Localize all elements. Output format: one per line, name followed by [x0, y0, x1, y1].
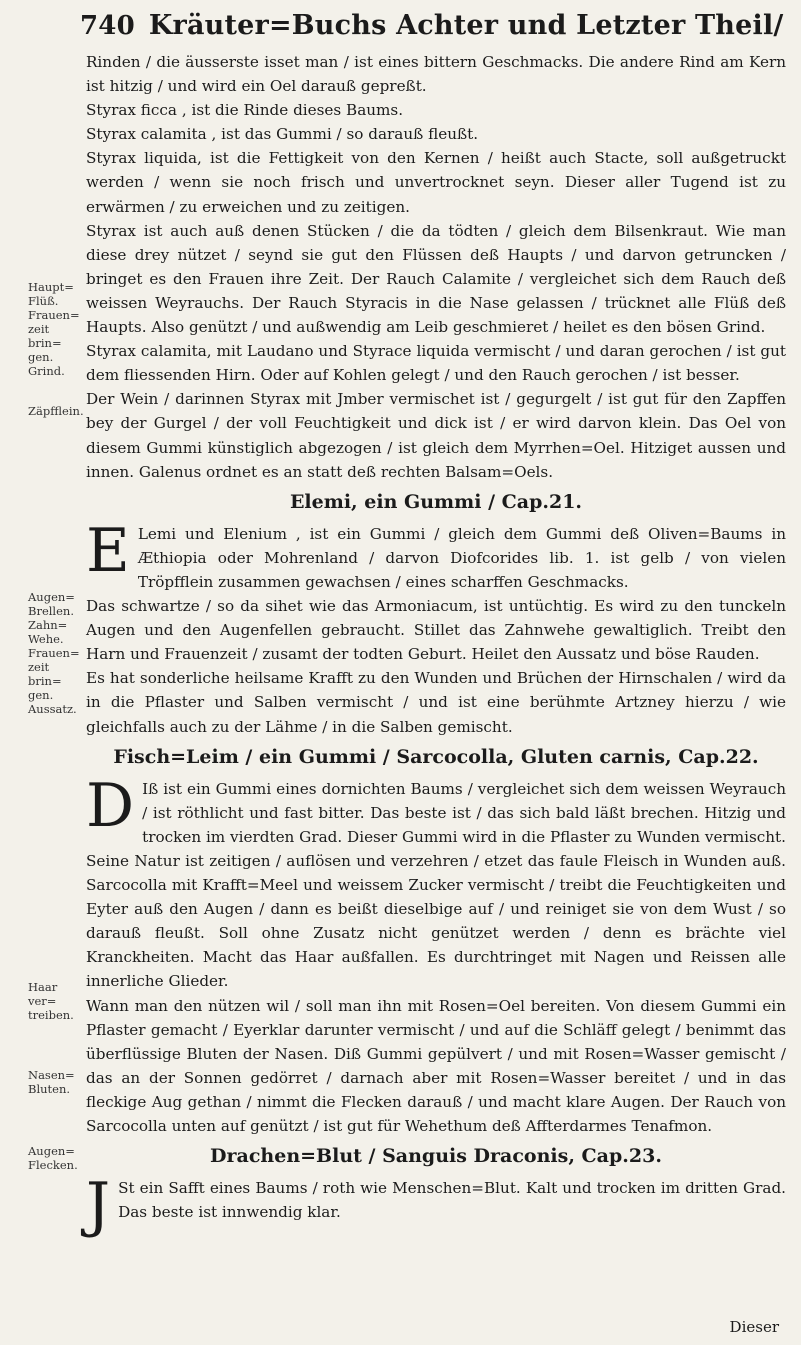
drop-cap: J: [86, 1170, 111, 1241]
paragraph: Der Wein / darinnen Styrax mit Jmber vermischet ist / gegurgelt / ist gut für den Zapffen bey der Gurgel / der voll Feuchtigkeit und dick ist / er wird darvon klein. Das Oel von diesem Gummi künstiglich abgezogen / ist gleich dem Myrrhen=Oel. Hitziget aussen und innen. Galenus ordnet es an statt deß rechten Balsam=Oels.: [86, 390, 786, 481]
paragraph: Styrax calamita , ist das Gummi / so darauß fleußt.: [86, 125, 479, 144]
paragraph: E Lemi und Elenium , ist ein Gummi / gleich dem Gummi deß Oliven=Baums in Æthiopia oder Mohrenland / darvon Diofcorides lib. 1. ist gelb / von vielen Tröpfflein zusammen gewachsen / eines scharffen Geschmacks.: [86, 515, 786, 591]
chapter-heading-dragons-blood: Drachen=Blut / Sanguis Draconis, Cap.23.: [210, 1145, 662, 1168]
paragraph: Styrax ist auch auß denen Stücken / die da tödten / gleich dem Bilsenkraut. Wie man diese drey nützet / seynd sie gut den Flüssen deß Haupts / und darvon getruncken / bringet es den Frauen ihre Zeit. Der Rauch Calamite / vergleichet sich dem Rauch deß weissen Weyrauchs. Der Rauch Styracis in die Nase gelassen / trücknet alle Flüß deß Haupts. Also genützt / und außwendig am Leib geschmieret / heilet es den bösen Grind.: [86, 221, 786, 337]
paragraph: Wann man den nützen wil / soll man ihn mit Rosen=Oel bereiten. Von diesem Gummi ein Pflaster gemacht / Eyerklar darunter vermischt / und auf die Schläff gelegt / benimmt das überflüssige Bluten der Nasen. Diß Gummi gepülvert / und mit Rosen=Wasser gemischt / das an der Sonnen gedörret / darnach aber mit Rosen=Wasser bereitet / und in das fleckige Aug gethan / nimmt die Flecken darauß / und macht klare Augen. Der Rauch von Sarcocolla unten auf genützt / ist gut für Wehethum deß Affterdarmes Tenafmon.: [86, 996, 786, 1136]
margin-note-uvula: Zäpfflein.: [28, 404, 84, 418]
paragraph: Es hat sonderliche heilsame Krafft zu den Wunden und Brüchen der Hirnschalen / wird da in die Pflaster und Salben vermischt / und ist eine berühmte Artzney hierzu / wie gleichfalls auch zu der Lähme / in die Salben gemischt.: [86, 669, 786, 736]
paragraph: Styrax ficca , ist die Rinde dieses Baums.: [86, 101, 404, 120]
margin-note-hair: Haar ver= treiben.: [28, 980, 74, 1022]
margin-note-eye-spots: Augen= Flecken.: [28, 1144, 78, 1172]
running-header: [80, 10, 784, 41]
body-text: [86, 50, 786, 1241]
paragraph: D Iß ist ein Gummi eines dornichten Baums / vergleichet sich dem weissen Weyrauch / ist röthlicht und fast bitter. Das beste ist / das sich bald läßt brechen. Hitzig und trocken im vierdten Grad. Dieser Gummi wird in die Pflaster zu Wunden vermischt. Seine Natur ist zeitigen / auflösen und verzehren / etzet das faule Fleisch in Wunden auß. Sarcocolla mit Krafft=Meel und weissem Zucker vermischt / treibt die Feuchtigkeiten und Eyter auß den Augen / dann es beißt dieselbige auf / und reiniget sie von dem Wust / so darauß fleußt. Soll ohne Zusatz nicht genützet werden / denn es brächte viel Kranckheiten. Macht das Haar außfallen. Es durchtringet mit Nagen und Reissen alle innerliche Glieder.: [86, 770, 786, 991]
drop-cap: D: [86, 770, 135, 841]
margin-note-eyes: Augen= Brellen. Zahn= Wehe. Frauen= zeit brin= gen. Aussatz.: [28, 590, 80, 716]
paragraph: Styrax calamita, mit Laudano und Styrace liquida vermischt / und daran gerochen / ist gut dem fliessenden Hirn. Oder auf Kohlen gelegt / und den Rauch gerochen / ist besser.: [86, 342, 786, 385]
chapter-heading-elemi: Elemi, ein Gummi / Cap.21.: [289, 490, 583, 513]
paragraph: J St ein Safft eines Baums / roth wie Menschen=Blut. Kalt und trocken im dritten Grad. Das beste ist innwendig klar.: [86, 1170, 786, 1241]
margin-note-head-flux: Haupt= Flüß. Frauen= zeit brin= gen. Grind.: [28, 280, 80, 378]
paragraph: Das schwartze / so da sihet wie das Armoniacum, ist untüchtig. Es wird zu den tunckeln Augen und den Augenfellen gebraucht. Stillet das Zahnwehe gewaltiglich. Treibt den Harn und Frauenzeit / zusamt der todten Geburt. Heilet den Aussatz und böse Rauden.: [86, 597, 786, 664]
running-title: Kräuter=Buchs Achter und Letzter Theil/: [148, 10, 784, 41]
chapter-heading-sarcocolla: Fisch=Leim / ein Gummi / Sarcocolla, Gluten carnis, Cap.22.: [113, 745, 759, 768]
paragraph: Styrax liquida, ist die Fettigkeit von den Kernen / heißt auch Stacte, soll außgetruckt werden / wenn sie noch frisch und unvertrocknet seyn. Dieser aller Tugend ist zu erwärmen / zu erweichen und zu zeitigen.: [86, 149, 786, 216]
margin-note-nosebleed: Nasen= Bluten.: [28, 1068, 75, 1096]
page-number: 740: [80, 11, 135, 41]
paragraph: Rinden / die äusserste isset man / ist eines bittern Geschmacks. Die andere Rind am Kern ist hitzig / und wird ein Oel darauß gepreßt.: [86, 53, 786, 96]
catchword: Dieser: [729, 1318, 779, 1336]
drop-cap: E: [86, 515, 130, 586]
